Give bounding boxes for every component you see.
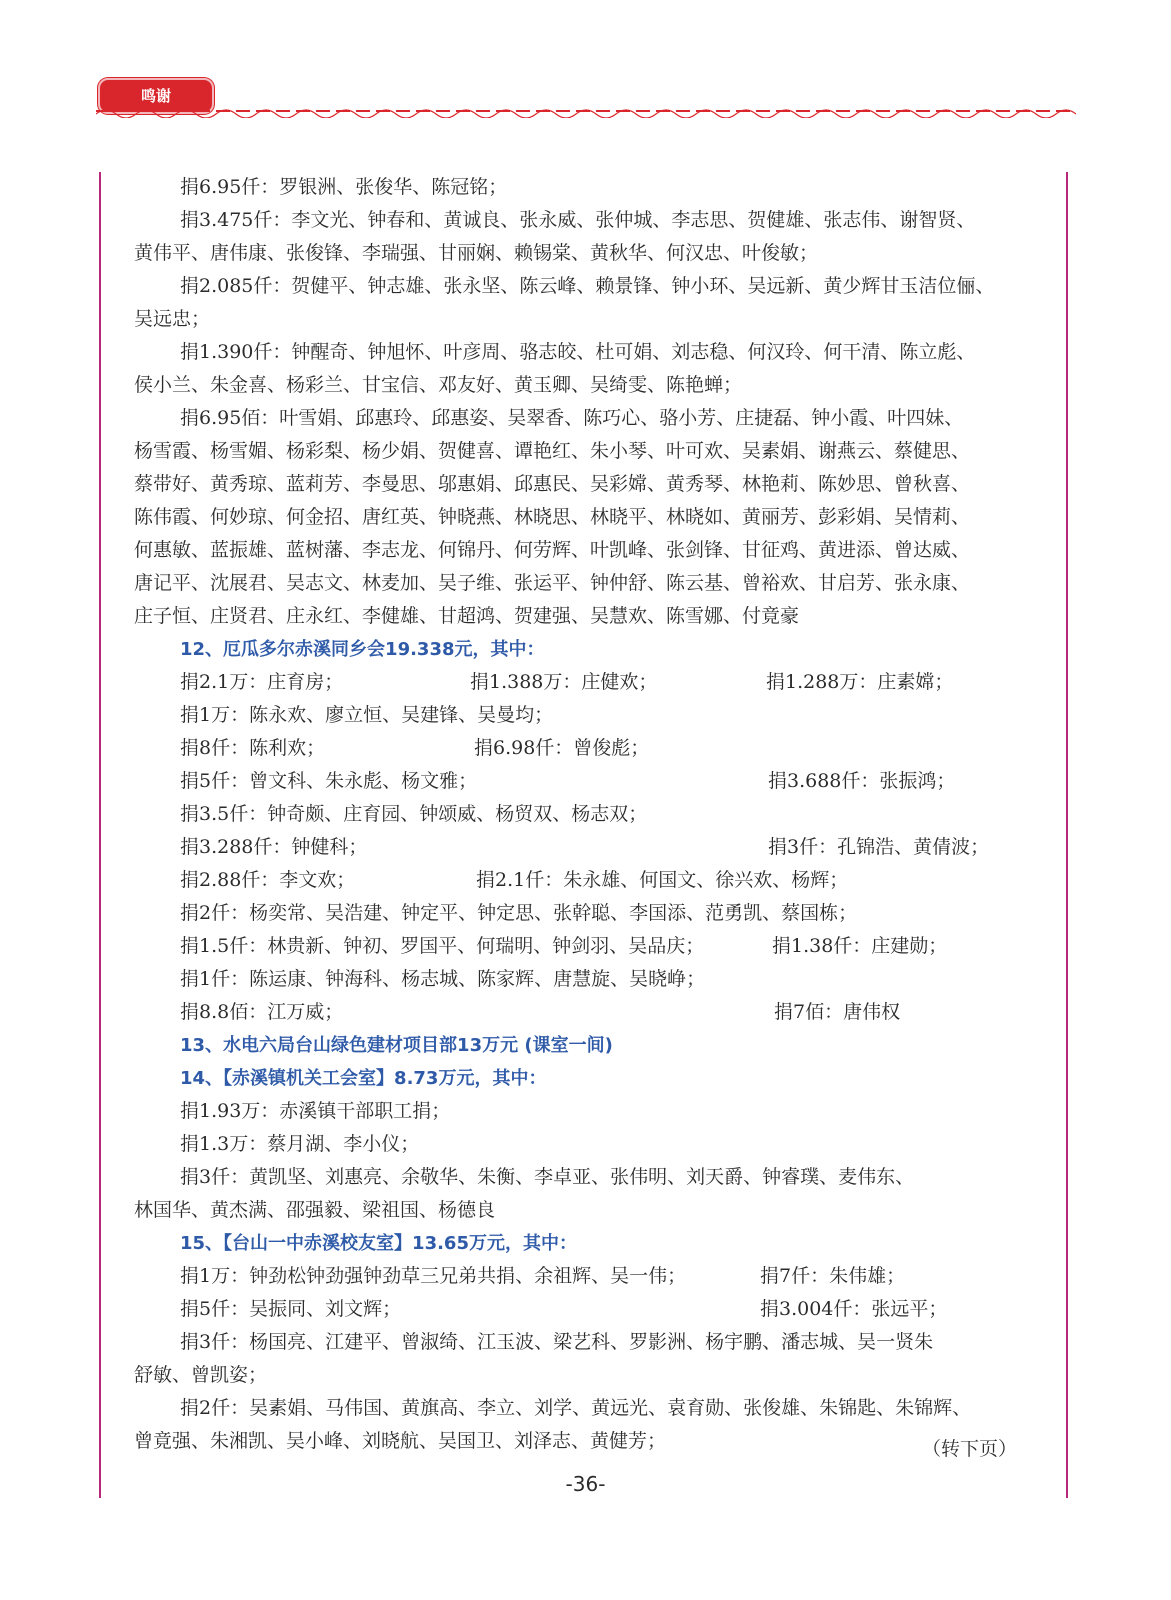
section-heading-13: 13、水电六局台山绿色建材项目部13万元 (课室一间): [180, 1035, 613, 1056]
continue-note: （转下页）: [922, 1438, 1018, 1460]
list-line: [134, 930, 1034, 963]
donation-entry: 捐1.288万：庄素嫦；: [766, 671, 954, 693]
list-line: 捐2仟：吴素娟、马伟国、黄旗高、李立、刘学、黄远光、袁育勋、张俊雄、朱锦匙、朱锦辉、: [180, 1397, 972, 1419]
list-line: [134, 666, 1034, 699]
donation-entry: 捐1.388万：庄健欢；: [470, 671, 658, 693]
right-frame-bar: [1066, 172, 1068, 1498]
list-line: 捐2仟：杨奕常、吴浩建、钟定平、钟定思、张幹聪、李国添、范勇凯、蔡国栋；: [180, 902, 858, 924]
donor-list: [134, 171, 1034, 1458]
list-line: 捐3.475仟：李文光、钟春和、黄诚良、张永威、张仲城、李志思、贺健雄、张志伟、谢智贤、: [180, 209, 976, 231]
list-line: 捐1仟：陈运康、钟海科、杨志城、陈家辉、唐慧旋、吴晓峥；: [180, 968, 706, 990]
header-decorative-rule: [96, 104, 1076, 118]
list-line: 曾竟强、朱湘凯、吴小峰、刘晓航、吴国卫、刘泽志、黄健芳；: [134, 1430, 667, 1452]
section-heading-15: 15、【台山一中赤溪校友室】13.65万元，其中：: [180, 1233, 577, 1254]
list-line: [134, 732, 1034, 765]
list-line: 捐3仟：杨国亮、江建平、曾淑绮、江玉波、梁艺科、罗影洲、杨宇鹏、潘志城、吴一贤朱: [180, 1331, 934, 1353]
list-line: 捐6.95仟：罗银洲、张俊华、陈冠铭；: [180, 176, 508, 198]
header-tab-label: 鸣谢: [140, 87, 171, 105]
donation-entry: 捐5仟：曾文科、朱永彪、杨文雅；: [180, 770, 478, 792]
list-line: [134, 831, 1034, 864]
list-line: 林国华、黄杰满、邵强毅、梁祖国、杨德良: [134, 1199, 496, 1221]
list-line: 捐2.085仟：贺健平、钟志雄、张永坚、陈云峰、赖景锋、钟小环、吴远新、黄少辉甘玉洁位俪、: [180, 275, 995, 297]
donation-entry: 捐3.288仟：钟健科；: [180, 836, 368, 858]
section-heading-14: 14、【赤溪镇机关工会室】8.73万元，其中：: [180, 1068, 547, 1089]
list-line: [134, 1260, 1034, 1293]
list-line: [134, 765, 1034, 798]
left-frame-bar: [99, 172, 101, 1498]
list-line: 舒敏、曾凯姿；: [134, 1364, 268, 1386]
donation-entry: 捐2.88仟：李文欢；: [180, 869, 356, 891]
list-line: 侯小兰、朱金喜、杨彩兰、甘宝信、邓友好、黄玉卿、吴绮雯、陈艳蝉；: [134, 374, 743, 396]
list-line: 捐6.95佰：叶雪娟、邱惠玲、邱惠姿、吴翠香、陈巧心、骆小芳、庄捷磊、钟小霞、叶四妹、: [180, 407, 964, 429]
donation-entry: 捐2.1万：庄育房；: [180, 671, 344, 693]
list-line: 黄伟平、唐伟康、张俊锋、李瑞强、甘丽娴、赖锡棠、黄秋华、何汉忠、叶俊敏；: [134, 242, 819, 264]
donation-entry: 捐8.8佰：江万威；: [180, 1001, 344, 1023]
page-number: -36-: [565, 1472, 606, 1496]
donation-entry: 捐5仟：吴振同、刘文辉；: [180, 1298, 402, 1320]
donation-entry: 捐6.98仟：曾俊彪；: [474, 737, 650, 759]
donation-entry: 捐3仟：孔锦浩、黄倩波；: [768, 836, 990, 858]
list-line: [134, 864, 1034, 897]
donation-entry: 捐7佰：唐伟权: [774, 1001, 901, 1023]
list-line: 何惠敏、蓝振雄、蓝树藩、李志龙、何锦丹、何劳辉、叶凯峰、张剑锋、甘征鸡、黄进添、曾达威、: [134, 539, 971, 561]
list-line: 捐3.5仟：钟奇颇、庄育园、钟颂威、杨贸双、杨志双；: [180, 803, 648, 825]
list-line: 吴远忠；: [134, 308, 211, 330]
list-line: 唐记平、沈展君、吴志文、林麦加、吴子维、张运平、钟仲舒、陈云基、曾裕欢、甘启芳、张永康、: [134, 572, 971, 594]
donation-entry: 捐8仟：陈利欢；: [180, 737, 326, 759]
donation-entry: 捐3.688仟：张振鸿；: [768, 770, 956, 792]
list-line: 蔡带好、黄秀琼、蓝莉芳、李曼思、邬惠娟、邱惠民、吴彩嫦、黄秀琴、林艳莉、陈妙思、曾秋喜、: [134, 473, 971, 495]
donation-entry: 捐3.004仟：张远平；: [760, 1298, 948, 1320]
donation-entry: 捐1万：钟劲松钟劲强钟劲草三兄弟共捐、余祖辉、吴一伟；: [180, 1265, 687, 1287]
list-line: 捐3仟：黄凯坚、刘惠亮、余敬华、朱衡、李卓亚、张伟明、刘天爵、钟睿璞、麦伟东、: [180, 1166, 915, 1188]
list-line: 捐1.93万：赤溪镇干部职工捐；: [180, 1100, 451, 1122]
list-line: 庄子恒、庄贤君、庄永红、李健雄、甘超鸿、贺建强、吴慧欢、陈雪娜、付竟豪: [134, 605, 800, 627]
donation-entry: 捐1.38仟：庄建勋；: [772, 935, 948, 957]
list-line: 捐1.3万：蔡月湖、李小仪；: [180, 1133, 420, 1155]
donation-entry: 捐7仟：朱伟雄；: [760, 1265, 906, 1287]
donation-entry: 捐1.5仟：林贵新、钟初、罗国平、何瑞明、钟剑羽、吴品庆；: [180, 935, 705, 957]
donation-entry: 捐2.1仟：朱永雄、何国文、徐兴欢、杨辉；: [476, 869, 849, 891]
list-line: 捐1万：陈永欢、廖立恒、吴建锋、吴曼均；: [180, 704, 554, 726]
section-heading-12: 12、厄瓜多尔赤溪同乡会19.338元，其中：: [180, 639, 545, 660]
list-line: [134, 1293, 1034, 1326]
list-line: 捐1.390仟：钟醒奇、钟旭怀、叶彦周、骆志皎、杜可娟、刘志稳、何汉玲、何干清、陈立彪、: [180, 341, 976, 363]
list-line: 陈伟霞、何妙琼、何金招、唐红英、钟晓燕、林晓思、林晓平、林晓如、黄丽芳、彭彩娟、吴情莉、: [134, 506, 971, 528]
list-line: [134, 996, 1034, 1029]
list-line: 杨雪霞、杨雪媚、杨彩梨、杨少娟、贺健喜、谭艳红、朱小琴、叶可欢、吴素娟、谢燕云、蔡健思、: [134, 440, 971, 462]
